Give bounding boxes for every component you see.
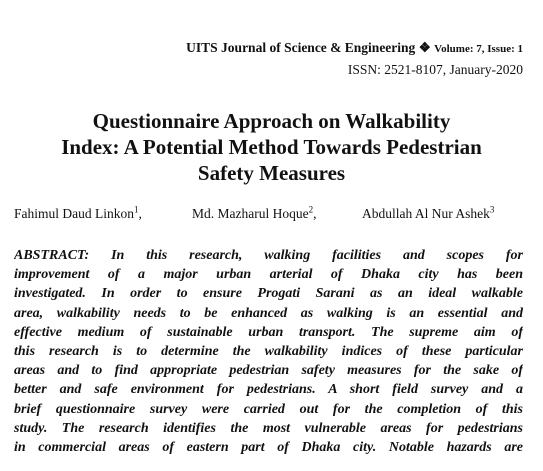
author-separator: , [138,206,142,221]
abstract-line: better and safe environment for pedestrians. A short field survey and a [14,382,523,398]
author [192,206,316,222]
journal-name: UITS Journal of Science & Engineering [186,40,416,55]
abstract-line: study. The research identifies the most vulnerable areas for pedestrians [14,420,523,436]
issn-date: ISSN: 2521-8107, January-2020 [347,62,523,77]
abstract-line: this research is to determine the walkability indices of these particular [14,344,523,360]
diamond-separator-icon: ❖ [418,40,431,55]
author-name: Md. Mazharul Hoque [192,206,309,221]
author-name: Fahimul Daud Linkon [14,206,134,221]
abstract-line: brief questionnaire survey were carried out for the completion of this [14,401,523,417]
abstract-line: improvement of a major urban arterial of Dhaka city has been [14,267,523,283]
abstract-line: ABSTRACT: In this research, walking facilities and scopes for [14,248,523,263]
affiliation-marker: 2 [308,204,314,215]
title-line: Questionnaire Approach on Walkability [92,109,451,133]
abstract-line: in commercial areas of eastern part of Dhaka city. Notable hazards are [14,440,523,456]
author [362,206,494,222]
journal-header [186,40,523,56]
affiliation-marker: 1 [134,204,139,215]
affiliation-marker: 3 [489,204,495,215]
author-name: Abdullah Al Nur Ashek [362,206,490,221]
abstract [14,246,523,457]
volume-issue: Volume: 7, Issue: 1 [434,43,523,55]
paper-title [20,108,523,186]
title-line: Index: A Potential Method Towards Pedestrian [61,135,482,159]
abstract-line: investigated. In order to ensure Progati Sarani as an ideal walkable [14,286,523,302]
author [14,206,142,222]
abstract-line: area, walkability needs to be enhanced as walking is an essential and [14,305,523,321]
abstract-line: areas and to find appropriate pedestrian safety measures for the sake of [14,363,523,379]
title-line: Safety Measures [197,161,346,185]
abstract-line: effective medium of sustainable urban transport. The supreme aim of [14,324,523,340]
author-separator: , [313,206,317,221]
